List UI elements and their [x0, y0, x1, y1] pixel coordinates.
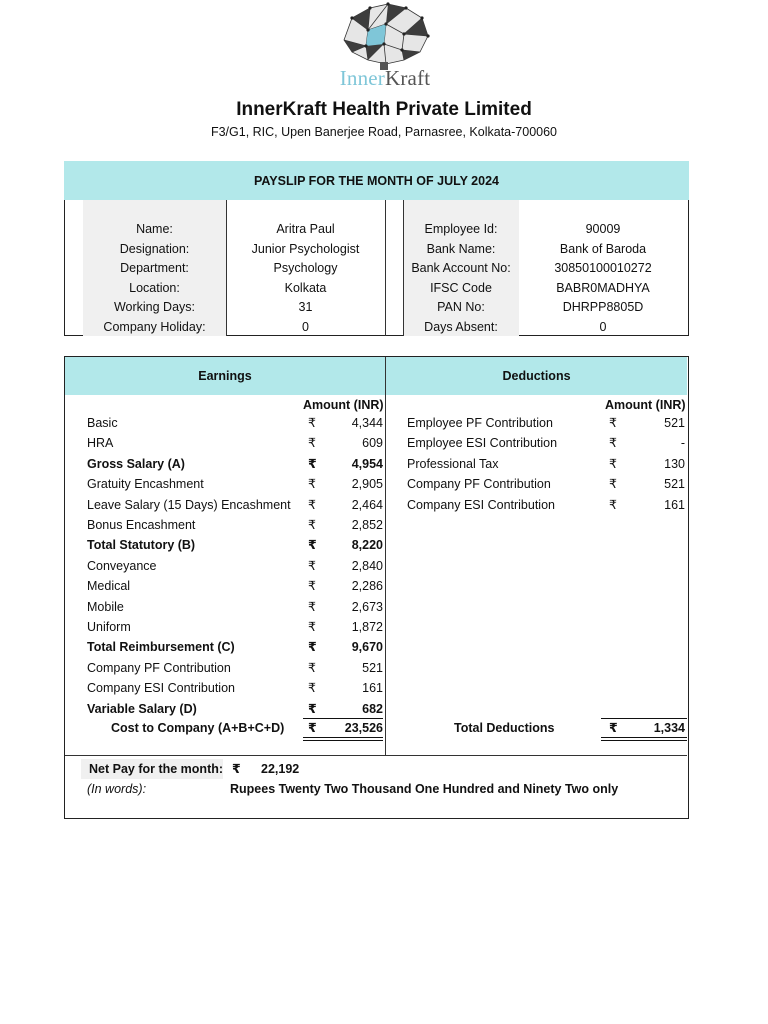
ctc-currency: ₹: [308, 721, 317, 735]
label-working-days: Working Days:: [113, 300, 196, 314]
earnings-row-label: Total Statutory (B): [87, 538, 196, 553]
deductions-header: Deductions: [502, 369, 571, 383]
deductions-row-currency: ₹: [609, 497, 617, 512]
earnings-row-currency: ₹: [308, 538, 317, 553]
earnings-row-amount: 4,954: [351, 456, 383, 471]
earnings-row-label: Leave Salary (15 Days) Encashment: [87, 497, 291, 512]
earnings-row-label: Company ESI Contribution: [87, 681, 235, 696]
payslip-title: PAYSLIP FOR THE MONTH OF JULY 2024: [64, 161, 689, 200]
employee-right-values: [519, 220, 687, 337]
earnings-row-currency: ₹: [308, 416, 316, 430]
earnings-row-currency: ₹: [308, 477, 316, 492]
section-divider: [65, 755, 687, 756]
ctc-underline: [303, 737, 383, 738]
value-working-days: 31: [298, 300, 313, 314]
value-name: Aritra Paul: [276, 222, 335, 236]
value-designation: Junior Psychologist: [251, 241, 360, 256]
earnings-row-label: Medical: [87, 579, 131, 594]
earnings-row-label: Mobile: [87, 599, 124, 614]
total-deductions-underline: [601, 737, 687, 738]
earnings-row-label: HRA: [87, 436, 114, 451]
ctc-amount: 23,526: [344, 721, 383, 735]
earnings-row-amount: 1,872: [351, 620, 383, 634]
deductions-row-currency: ₹: [609, 436, 617, 451]
deductions-row-currency: ₹: [609, 477, 617, 492]
label-pan: PAN No:: [437, 300, 485, 314]
value-location: Kolkata: [284, 280, 327, 295]
earnings-row-amount: 2,905: [351, 477, 383, 492]
earnings-amount-header: Amount (INR): [303, 398, 384, 412]
earnings-row-amount: 521: [362, 660, 383, 675]
value-ifsc: BABR0MADHYA: [556, 280, 650, 295]
logo-wordmark: InnerKraft: [339, 66, 431, 90]
deductions-row-label: Employee ESI Contribution: [407, 436, 558, 451]
value-days-absent: 0: [599, 319, 607, 334]
earnings-row-label: Gratuity Encashment: [87, 477, 204, 492]
total-deductions-label: Total Deductions: [454, 721, 555, 735]
deductions-row-currency: ₹: [609, 416, 617, 430]
company-logo: [330, 0, 440, 95]
net-pay-currency: ₹: [232, 762, 241, 776]
earnings-row-label: Total Reimbursement (C): [87, 640, 235, 655]
value-bank-account: 30850100010272: [554, 261, 652, 275]
label-bank-account: Bank Account No:: [411, 261, 511, 275]
earnings-row-label: Conveyance: [87, 558, 157, 573]
deductions-row-currency: ₹: [609, 456, 617, 471]
label-department: Department:: [120, 261, 189, 275]
label-ifsc: IFSC Code: [430, 280, 492, 295]
earnings-row-amount: 2,840: [351, 558, 383, 573]
value-department: Psychology: [273, 261, 338, 275]
employee-info-box: [64, 200, 689, 336]
earnings-row-currency: ₹: [308, 660, 316, 675]
total-deductions-top-rule: [601, 718, 687, 719]
net-pay-label: Net Pay for the month:: [89, 762, 224, 776]
total-deductions-amount: 1,334: [653, 721, 685, 735]
deductions-row-amount: 521: [664, 416, 685, 430]
employee-right-labels: [403, 220, 519, 337]
in-words-label: (In words):: [87, 782, 147, 796]
earnings-row-amount: 2,852: [351, 518, 383, 532]
earnings-header: Earnings: [198, 369, 252, 383]
earnings-row-label: Gross Salary (A): [87, 456, 185, 471]
label-name: Name:: [136, 222, 173, 236]
value-company-holiday: 0: [302, 319, 309, 334]
earnings-row-amount: 9,670: [351, 640, 383, 655]
earnings-row-amount: 2,286: [351, 579, 383, 594]
earnings-row-label: Bonus Encashment: [87, 518, 196, 532]
net-pay-in-words: Rupees Twenty Two Thousand One Hundred and Ninety Two only: [230, 782, 619, 796]
ctc-label: Cost to Company (A+B+C+D): [111, 721, 285, 735]
earnings-row-amount: 2,464: [351, 497, 383, 512]
label-company-holiday: Company Holiday:: [103, 319, 206, 334]
total-deductions-currency: ₹: [609, 721, 618, 735]
ctc-top-rule: [303, 718, 383, 719]
value-employee-id: 90009: [585, 222, 621, 236]
deductions-row-label: Company PF Contribution: [407, 477, 551, 492]
earnings-row-label: Basic: [87, 416, 118, 430]
earnings-row-label: Company PF Contribution: [87, 660, 231, 675]
deductions-row-label: Professional Tax: [407, 456, 499, 471]
value-bank-name: Bank of Baroda: [559, 241, 647, 256]
net-pay-amount: 22,192: [261, 762, 300, 776]
earnings-row-currency: ₹: [308, 620, 316, 634]
label-employee-id: Employee Id:: [424, 222, 498, 236]
deductions-row-amount: 130: [664, 456, 685, 471]
earnings-row-amount: 4,344: [351, 416, 383, 430]
deductions-row-label: Company ESI Contribution: [407, 497, 555, 512]
deductions-amount-header: Amount (INR): [605, 398, 686, 412]
deductions-row-amount: 161: [664, 497, 685, 512]
label-days-absent: Days Absent:: [424, 319, 498, 334]
company-name: InnerKraft Health Private Limited: [236, 99, 532, 120]
earnings-row-amount: 8,220: [351, 538, 383, 553]
earnings-row-currency: ₹: [308, 456, 317, 471]
earnings-row-label: Uniform: [87, 620, 131, 634]
column-divider: [385, 357, 386, 755]
ctc-double-underline: [303, 740, 383, 741]
label-designation: Designation:: [119, 241, 190, 256]
label-bank-name: Bank Name:: [426, 241, 496, 256]
employee-left-values: [226, 220, 385, 337]
total-deductions-double-underline: [601, 740, 687, 741]
brain-network-icon: [330, 0, 440, 70]
deductions-row-amount: -: [680, 436, 685, 451]
earnings-row-currency: ₹: [308, 558, 316, 573]
earnings-row-amount: 161: [362, 681, 383, 696]
earnings-row-amount: 609: [362, 436, 383, 451]
earnings-row-currency: ₹: [308, 518, 316, 532]
value-pan: DHRPP8805D: [562, 300, 644, 314]
earnings-row-amount: 682: [362, 701, 383, 716]
earnings-row-currency: ₹: [308, 497, 316, 512]
employee-left-labels: [83, 220, 226, 337]
earnings-row-label: Variable Salary (D): [87, 701, 197, 716]
earnings-row-currency: ₹: [308, 681, 316, 696]
company-address: F3/G1, RIC, Upen Banerjee Road, Parnasree, Kolkata-700060: [210, 125, 558, 139]
earnings-row-currency: ₹: [308, 579, 316, 594]
label-location: Location:: [129, 280, 180, 295]
deductions-row-amount: 521: [664, 477, 685, 492]
deductions-row-label: Employee PF Contribution: [407, 416, 553, 430]
earnings-row-amount: 2,673: [351, 599, 383, 614]
earnings-row-currency: ₹: [308, 640, 317, 655]
earnings-row-currency: ₹: [308, 599, 316, 614]
earnings-row-currency: ₹: [308, 701, 317, 716]
earnings-row-currency: ₹: [308, 436, 316, 451]
earnings-deductions-table: [64, 356, 689, 819]
divider: [385, 200, 386, 336]
